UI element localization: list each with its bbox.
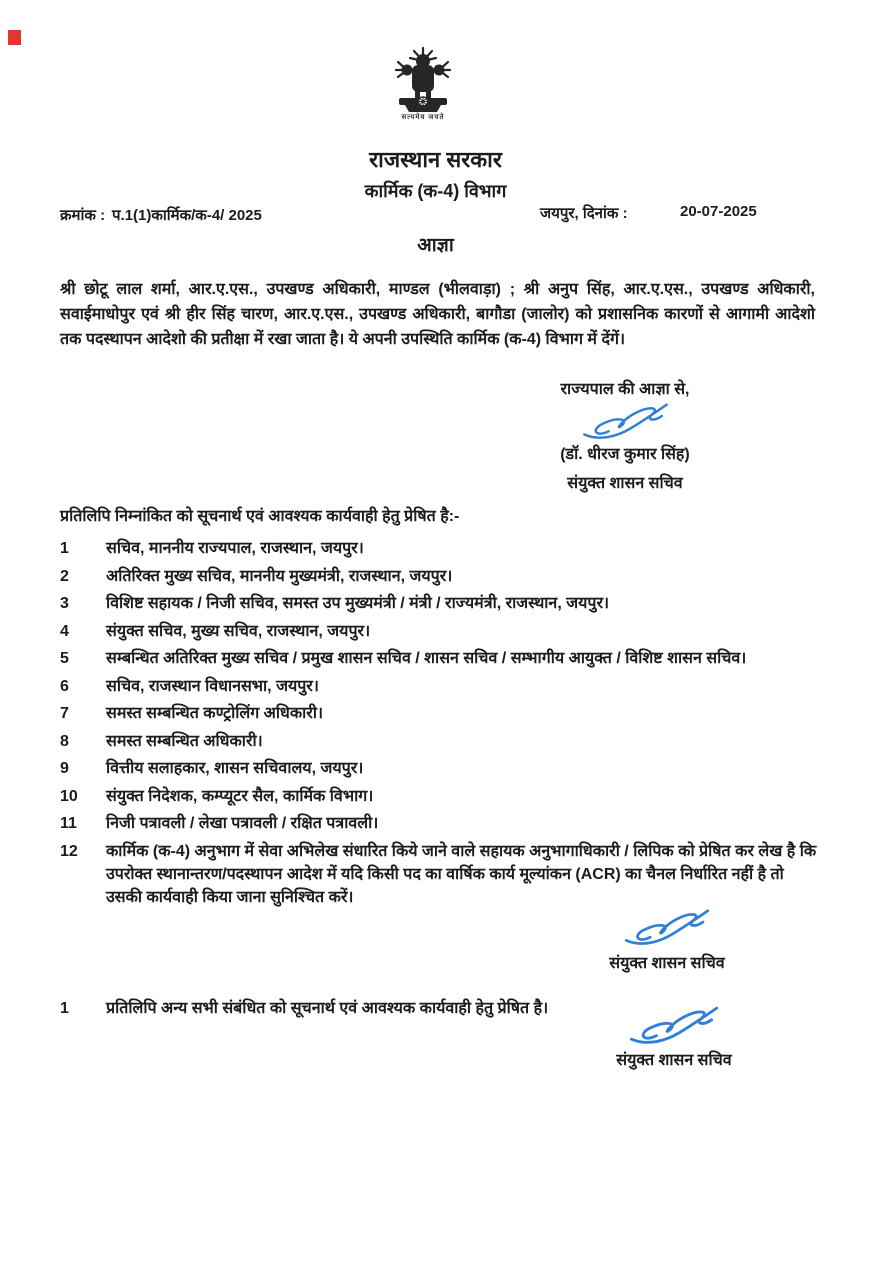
list-item [60,592,817,615]
list-item [60,702,817,725]
list-item-number: 10 [60,787,78,805]
signature-icon [623,903,711,949]
list-item-text: सचिव, राजस्थान विधानसभा, जयपुर। [106,677,319,695]
list-item [60,537,817,560]
list-item [60,647,817,670]
signatory-block [515,377,735,493]
list-item-number: 11 [60,815,77,832]
second-signature-designation: संयुक्त शासन सचिव [609,955,725,972]
date-value: 20-07-2025 [680,203,757,220]
list-item [60,675,817,698]
department-title: कार्मिक (क-4) विभाग [364,181,507,201]
place-date-label: जयपुर, दिनांक : [540,205,628,222]
order-body-paragraph: श्री छोटू लाल शर्मा, आर.ए.एस., उपखण्ड अधिकारी, माण्डल (भीलवाड़ा) ; श्री अनुप सिंह, आर.ए.एस., उपखण्ड अधिकारी, सवाईमाधोपुर एवं श्री हीर सिंह चारण, आर.ए.एस., उपखण्ड अधिकारी, बागौडा (जालोर) को प्रशासनिक कारणों से आगामी आदेशो तक पदस्थापन आदेशो की प्रतीक्षा में रखा जाता है। ये अपनी उपस्थिति कार्मिक (क-4) विभाग में देंगें। [60,281,815,348]
ref-number-label: क्रमांक : [60,207,106,224]
list-item-number: 7 [60,705,69,722]
list-item-text: निजी पत्रावली / लेखा पत्रावली / रक्षित पत्रावली। [106,815,379,832]
list-item-text: कार्मिक (क-4) अनुभाग में सेवा अभिलेख संधारित किये जाने वाले सहायक अनुभागाधिकारी / लिपिक को प्रेषित कर लेख है कि उपरोक्त स्थानान्तरण/पदस्थापन आदेश में यदि किसी पद का वार्षिक कार्य मूल्यांकन (ACR) का चैनल निर्धारित नहीं है तो उसकी कार्यवाही किया जाना सुनिश्चित करें। [106,842,817,906]
list-item-number: 9 [60,760,69,777]
third-signature-designation: संयुक्त शासन सचिव [616,1052,732,1069]
list-item-number: 8 [60,732,69,750]
list-item [60,812,817,835]
signatory-name: (डॉ. धीरज कुमार सिंह) [560,446,690,463]
copy-section [60,507,817,913]
list-item-number: 5 [60,650,69,667]
signature-icon [628,1002,720,1046]
list-item-number: 1 [60,540,69,557]
list-item-number: 6 [60,677,69,695]
footer-item-text: प्रतिलिपि अन्य सभी संबंधित को सूचनार्थ एवं आवश्यक कार्यवाही हेतु प्रेषित है। [106,1000,549,1017]
ashoka-emblem-icon [392,46,454,114]
list-item [60,840,817,909]
list-item-text: विशिष्ट सहायक / निजी सचिव, समस्त उप मुख्यमंत्री / मंत्री / राज्यमंत्री, राजस्थान, जयपुर। [106,595,610,612]
list-item-text: समस्त सम्बन्धित कण्ट्रोलिंग अधिकारी। [106,705,324,722]
signature-icon [573,399,678,441]
list-item [60,785,817,808]
list-item [60,620,817,643]
list-item [60,757,817,780]
list-item-text: सचिव, माननीय राज्यपाल, राजस्थान, जयपुर। [106,540,364,557]
list-item-text: समस्त सम्बन्धित अधिकारी। [106,732,263,750]
government-title: राजस्थान सरकार [369,147,502,172]
order-heading: आज्ञा [417,235,454,256]
list-item-number: 3 [60,595,69,612]
copy-heading: प्रतिलिपि निम्नांकित को सूचनार्थ एवं आवश्यक कार्यवाही हेतु प्रेषित है:- [60,508,460,525]
second-signature-block [587,903,747,973]
signatory-designation: संयुक्त शासन सचिव [567,475,683,492]
third-signature-block [594,1002,754,1070]
list-item-text: अतिरिक्त मुख्य सचिव, माननीय मुख्यमंत्री, राजस्थान, जयपुर। [106,567,453,585]
red-corner-mark [8,30,21,45]
ref-number-value: प.1(1)कार्मिक/क-4/ 2025 [112,207,262,224]
list-item [60,565,817,588]
list-item-text: संयुक्त सचिव, मुख्य सचिव, राजस्थान, जयपुर। [106,622,371,640]
list-item [60,730,817,753]
footer-item-number: 1 [60,1000,69,1017]
emblem-caption: सत्यमेव जयते [401,114,445,121]
list-item-text: संयुक्त निदेशक, कम्प्यूटर सैल, कार्मिक विभाग। [106,787,374,805]
list-item-number: 4 [60,622,69,640]
copy-list [60,537,817,909]
list-item-text: सम्बन्धित अतिरिक्त मुख्य सचिव / प्रमुख शासन सचिव / शासन सचिव / सम्भागीय आयुक्त / विशिष्ट शासन सचिव। [106,650,747,667]
list-item-number: 2 [60,567,69,585]
list-item-number: 12 [60,842,78,860]
list-item-text: वित्तीय सलाहकार, शासन सचिवालय, जयपुर। [106,760,364,777]
by-order-line: राज्यपाल की आज्ञा से, [560,381,690,398]
